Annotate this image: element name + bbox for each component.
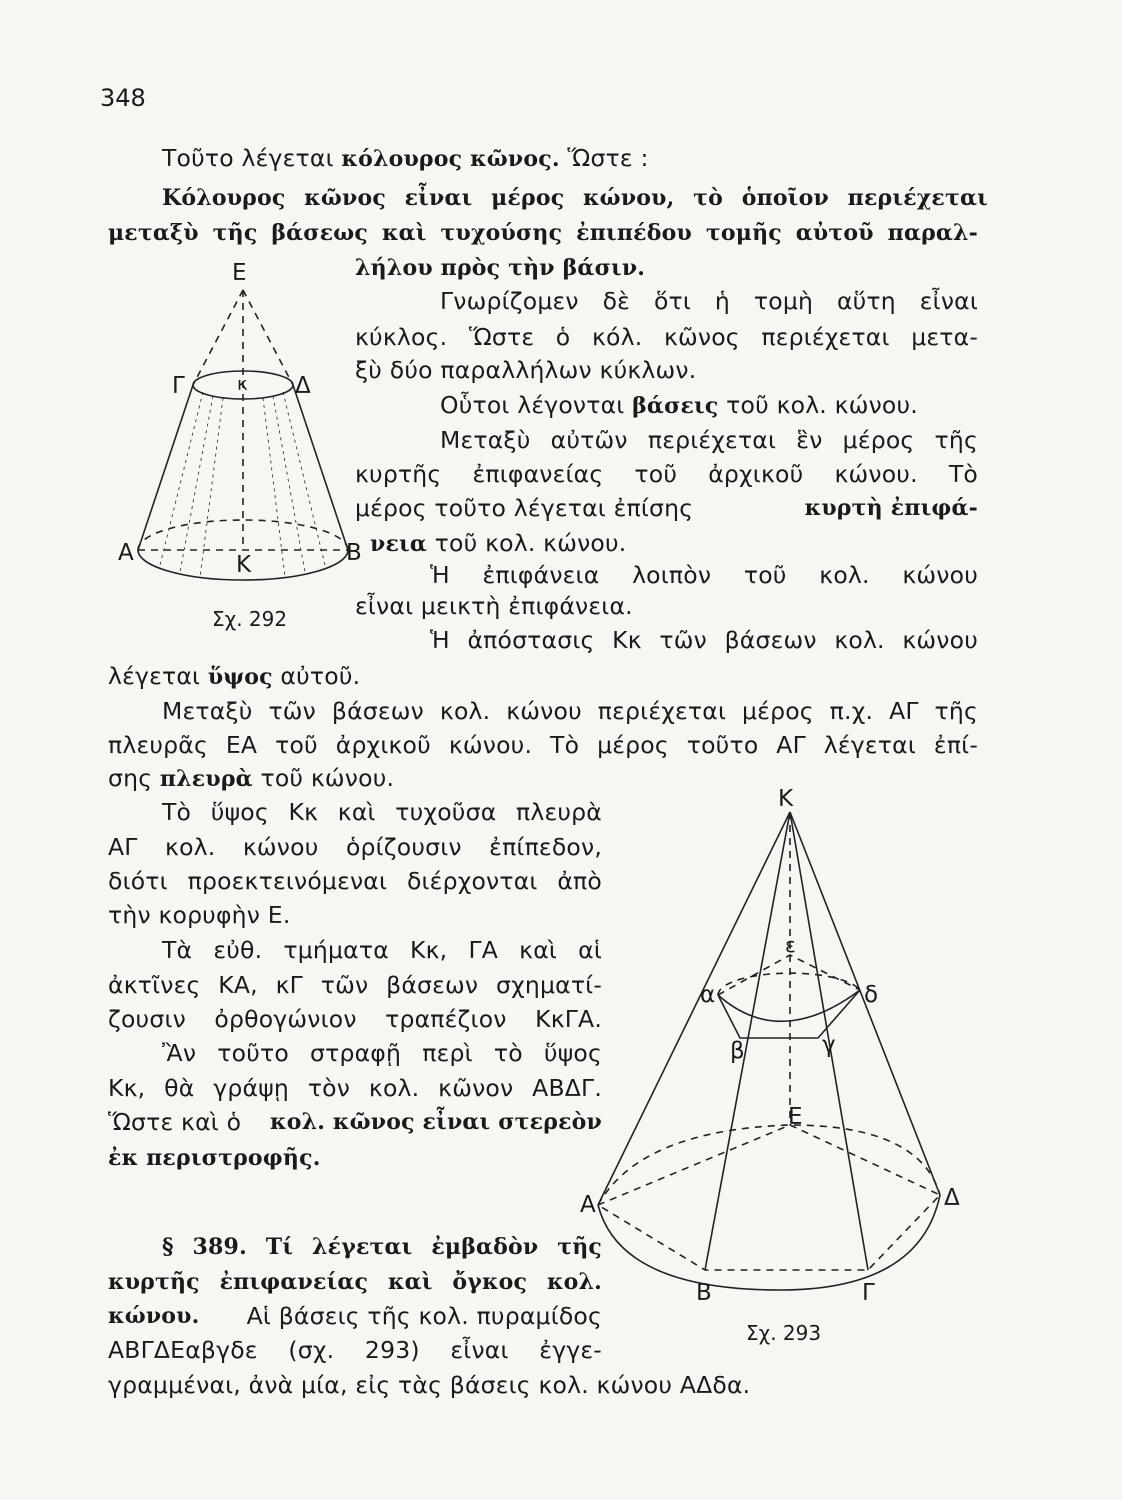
term-bold: κόλουρος κῶνος. (341, 146, 560, 172)
term-bold: κώνου. (108, 1303, 200, 1329)
label-B: Β (346, 540, 362, 566)
text-line: Ἡ ἐπιφάνεια λοιπὸν τοῦ κολ. κώνου (430, 561, 978, 589)
definition-line: Κόλουρος κῶνος εἶναι μέρος κώνου, τὸ ὁποῖον περιέχεται (162, 185, 988, 211)
label-Gamma: Γ (862, 1280, 875, 1306)
label-K: Κ (778, 786, 794, 812)
text-line: ζουσιν ὀρθογώνιον τραπέζιον ΚκΓΑ. (108, 1005, 602, 1033)
text-line: γραμμέναι, ἀνὰ μία, εἰς τὰς βάσεις κολ. κώνου ΑΔδα. (108, 1371, 751, 1399)
label-delta: δ (864, 982, 879, 1008)
figure-293-frustum-pyramid (598, 812, 940, 1290)
label-Delta: Δ (944, 1185, 960, 1211)
page-number: 348 (100, 84, 146, 112)
definition-line: μεταξὺ τῆς βάσεως καὶ τυχούσης ἐπιπέδου τομῆς αὐτοῦ παραλ- (108, 220, 978, 246)
text: Αἱ βάσεις τῆς κολ. πυραμίδος (246, 1302, 602, 1330)
label-K: Κ (236, 552, 252, 578)
text: Ὥστε καὶ ὁ (108, 1108, 242, 1136)
label-gamma: γ (822, 1032, 836, 1058)
label-beta: β (730, 1038, 745, 1064)
text-line: διότι προεκτεινόμεναι διέρχονται ἀπὸ (108, 867, 602, 895)
figure-caption: Σχ. 293 (746, 1321, 822, 1345)
text: τοῦ κολ. κώνου. (718, 391, 918, 419)
side-line (598, 812, 790, 1205)
text-line: Τὸ ὕψος Κκ καὶ τυχοῦσα πλευρὰ (162, 798, 602, 826)
label-Gamma: Γ (172, 373, 185, 399)
label-epsilon: ε (785, 933, 796, 957)
text: λέγεται (108, 662, 208, 690)
text-line: ἀκτῖνες ΚΑ, κΓ τῶν βάσεων σχηματί- (108, 971, 602, 999)
text: σης (108, 764, 160, 792)
top-polygon-front (718, 990, 860, 1038)
text: Οὗτοι λέγονται (440, 391, 633, 419)
text-line: εἶναι μεικτὴ ἐπιφάνεια. (355, 592, 633, 620)
label-E: Ε (232, 260, 247, 286)
text-line: ἐκ περιστροφῆς. (108, 1145, 321, 1171)
text-line: Ἂν τοῦτο στραφῇ περὶ τὸ ὕψος (162, 1039, 602, 1067)
top-ellipse-back (718, 973, 860, 995)
label-Delta: Δ (295, 373, 311, 399)
label-k: κ (237, 374, 248, 395)
term-bold: βάσεις (632, 393, 719, 419)
term-bold: ὕψος (207, 664, 273, 690)
top-ellipse-front (718, 990, 860, 1021)
text-line: πλευρᾶς ΕΑ τοῦ ἀρχικοῦ κώνου. Τὸ μέρος τοῦτο ΑΓ λέγεται ἐπί- (108, 731, 978, 759)
term-bold: πλευρὰ (159, 766, 253, 792)
text-line: Κκ, θὰ γράψῃ τὸν κολ. κῶνον ΑΒΔΓ. (108, 1074, 602, 1102)
text: μέρος τοῦτο λέγεται ἐπίσης (355, 494, 694, 522)
text: τοῦ κολ. κώνου. (427, 529, 627, 557)
label-E: Ε (788, 1104, 803, 1130)
text: Ὥστε : (559, 144, 649, 172)
figure-caption: Σχ. 292 (212, 607, 288, 631)
text-line: Γνωρίζομεν δὲ ὅτι ἡ τομὴ αὕτη εἶναι (440, 287, 978, 315)
bottom-ellipse-back (598, 1125, 940, 1205)
text: τοῦ κώνου. (252, 764, 395, 792)
label-A: Α (118, 540, 134, 566)
definition-line: λήλου πρὸς τὴν βάσιν. (355, 255, 646, 281)
text-line: ΑΒΓΔΕαβγδε (σχ. 293) εἶναι ἐγγε- (108, 1336, 602, 1364)
term-bold: νεια (370, 531, 428, 557)
text-line: Τὰ εὐθ. τμήματα Κκ, ΓΑ καὶ αἱ (162, 936, 602, 964)
bottom-polygon (598, 1125, 940, 1270)
text-line: Ἡ ἀπόστασις Κκ τῶν βάσεων κολ. κώνου (430, 626, 978, 654)
text-line: Μεταξὺ τῶν βάσεων κολ. κώνου περιέχεται μέρος π.χ. ΑΓ τῆς (162, 697, 978, 725)
term-bold: κολ. κῶνος εἶναι στερεὸν (270, 1109, 602, 1135)
bottom-ellipse-front (598, 1195, 940, 1290)
term-bold: κυρτὴ ἐπιφά- (804, 495, 978, 521)
text-line: κύκλος. Ὥστε ὁ κόλ. κῶνος περιέχεται μετα- (355, 323, 978, 351)
section-heading: § 389. Τί λέγεται ἐμβαδὸν τῆς (162, 1234, 602, 1260)
top-polygon-back (718, 955, 860, 995)
edge-line (705, 812, 790, 1270)
label-A: Α (580, 1192, 596, 1218)
figure-292-frustum (138, 290, 348, 580)
text-line: κυρτῆς ἐπιφανείας τοῦ ἀρχικοῦ κώνου. Τὸ (355, 460, 978, 488)
label-B: Β (696, 1280, 712, 1306)
text: Τοῦτο λέγεται (162, 144, 342, 172)
text-line: ΑΓ κολ. κώνου ὁρίζουσιν ἐπίπεδον, (108, 833, 602, 861)
text-line: Μεταξὺ αὐτῶν περιέχεται ἓν μέρος τῆς (440, 426, 978, 454)
section-heading: κυρτῆς ἐπιφανείας καὶ ὄγκος κολ. (108, 1269, 602, 1295)
text-line: τὴν κορυφὴν Ε. (108, 901, 291, 929)
label-alpha: α (700, 982, 716, 1008)
text: αὐτοῦ. (272, 662, 361, 690)
text-line: ξὺ δύο παραλλήλων κύκλων. (355, 356, 697, 384)
